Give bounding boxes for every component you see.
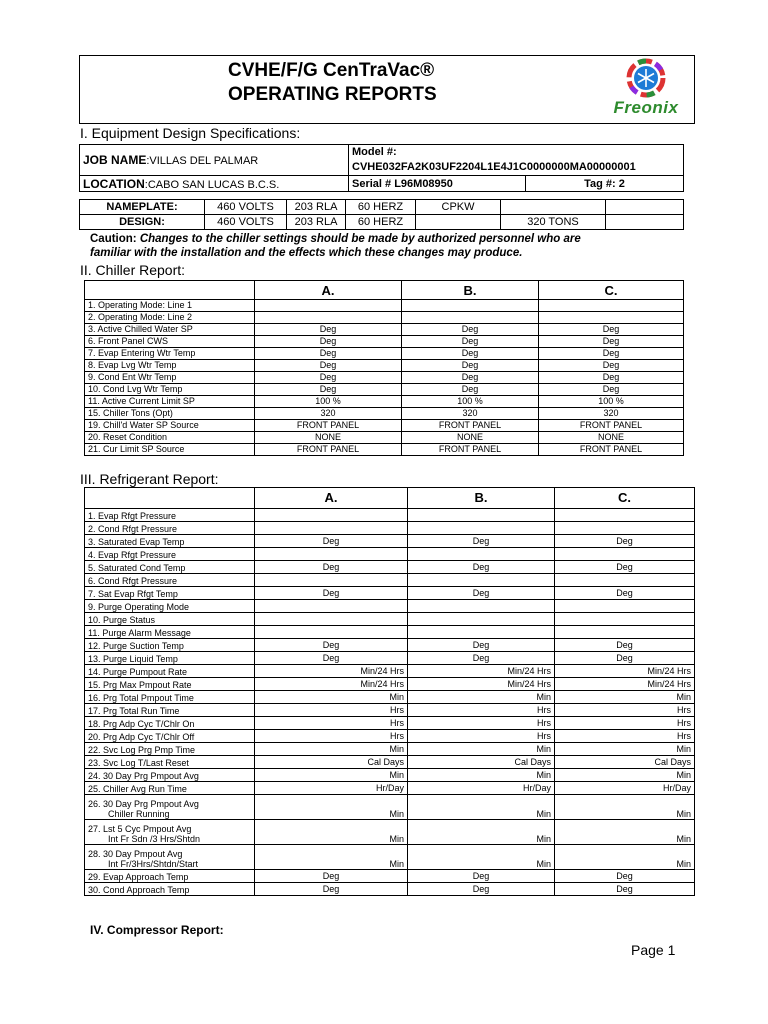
col-b-value[interactable]: 100 % <box>402 396 539 408</box>
job-name-cell: JOB NAME:VILLAS DEL PALMAR <box>80 145 349 176</box>
col-b-value[interactable]: Deg <box>408 883 555 896</box>
col-a-value[interactable]: Hr/Day <box>255 782 408 795</box>
col-a-value[interactable] <box>255 548 408 561</box>
row-label: 3. Saturated Evap Temp <box>85 535 255 548</box>
refrigerant-row <box>85 574 695 587</box>
col-a-value[interactable]: Min/24 Hrs <box>255 678 408 691</box>
col-a-value[interactable]: Cal Days <box>255 756 408 769</box>
chiller-row <box>85 372 684 384</box>
section-chiller-title: II. Chiller Report: <box>80 262 186 278</box>
col-c-value[interactable]: Min <box>555 820 695 845</box>
col-a-value[interactable]: Deg <box>255 324 402 336</box>
col-a-value[interactable]: 320 <box>255 408 402 420</box>
col-b-value[interactable]: Deg <box>402 372 539 384</box>
col-b-value[interactable]: NONE <box>402 432 539 444</box>
col-c-value[interactable] <box>555 522 695 535</box>
section-compressor-title: IV. Compressor Report: <box>90 923 224 937</box>
col-a-value[interactable] <box>255 509 408 522</box>
logo-text: Freonix <box>613 98 679 117</box>
col-b-value[interactable]: Cal Days <box>408 756 555 769</box>
row-label: 13. Purge Liquid Temp <box>85 652 255 665</box>
refrigerant-row <box>85 795 695 820</box>
col-b-value[interactable]: Min/24 Hrs <box>408 678 555 691</box>
col-b-value[interactable] <box>408 613 555 626</box>
refrigerant-row <box>85 652 695 665</box>
col-c-value[interactable]: Deg <box>555 639 695 652</box>
col-c-value[interactable]: 320 <box>539 408 684 420</box>
col-b-value[interactable]: Deg <box>408 652 555 665</box>
col-c-value[interactable] <box>555 613 695 626</box>
col-c-value[interactable]: Hrs <box>555 704 695 717</box>
col-c-value[interactable]: Min <box>555 845 695 870</box>
col-b-value[interactable]: Deg <box>408 561 555 574</box>
col-a-value[interactable]: Deg <box>255 652 408 665</box>
col-a-value[interactable] <box>255 522 408 535</box>
col-c-value[interactable] <box>539 300 684 312</box>
col-c-value[interactable]: Min/24 Hrs <box>555 678 695 691</box>
col-b-value[interactable]: Min <box>408 820 555 845</box>
col-b-value[interactable] <box>408 548 555 561</box>
col-c-value[interactable]: Min <box>555 769 695 782</box>
col-b-value[interactable]: Hrs <box>408 704 555 717</box>
row-label: 25. Chiller Avg Run Time <box>85 782 255 795</box>
tag-cell: Tag #: 2 <box>526 176 684 192</box>
col-b-value[interactable]: Deg <box>402 384 539 396</box>
refrigerant-row <box>85 613 695 626</box>
row-label: 21. Cur Limit SP Source <box>85 444 255 456</box>
col-c-value[interactable]: Hr/Day <box>555 782 695 795</box>
col-a-value[interactable]: Deg <box>255 883 408 896</box>
row-label: 6. Front Panel CWS <box>85 336 255 348</box>
refrigerant-row <box>85 626 695 639</box>
refrigerant-row <box>85 820 695 845</box>
chiller-row <box>85 336 684 348</box>
refrigerant-row <box>85 665 695 678</box>
col-b-value[interactable]: Hrs <box>408 717 555 730</box>
col-a-value[interactable]: Min <box>255 743 408 756</box>
refrigerant-row <box>85 509 695 522</box>
chiller-row <box>85 432 684 444</box>
col-c-value[interactable]: Min <box>555 795 695 820</box>
row-label: 2. Cond Rfgt Pressure <box>85 522 255 535</box>
col-c-value[interactable] <box>555 600 695 613</box>
col-b-value[interactable]: Min/24 Hrs <box>408 665 555 678</box>
chiller-row <box>85 396 684 408</box>
col-b-value[interactable]: Hrs <box>408 730 555 743</box>
nameplate-row: NAMEPLATE: 460 VOLTS 203 RLA 60 HERZ CPKW <box>80 200 684 215</box>
col-c-value[interactable]: Deg <box>555 883 695 896</box>
refrigerant-row <box>85 730 695 743</box>
row-label: 18. Prg Adp Cyc T/Chlr On <box>85 717 255 730</box>
col-c-value[interactable]: Deg <box>539 324 684 336</box>
design-row: DESIGN: 460 VOLTS 203 RLA 60 HERZ 320 TONS <box>80 215 684 230</box>
row-label: 22. Svc Log Prg Pmp Time <box>85 743 255 756</box>
refrigerant-row <box>85 587 695 600</box>
col-c-value[interactable]: Deg <box>539 384 684 396</box>
refrigerant-row <box>85 845 695 870</box>
refrigerant-row <box>85 522 695 535</box>
row-label: 14. Purge Pumpout Rate <box>85 665 255 678</box>
col-a-value[interactable]: Min <box>255 795 408 820</box>
col-b-value[interactable]: Deg <box>408 639 555 652</box>
page-number: Page 1 <box>631 942 676 958</box>
row-label: 7. Sat Evap Rfgt Temp <box>85 587 255 600</box>
col-b-value[interactable]: Min <box>408 845 555 870</box>
section-refrigerant-title: III. Refrigerant Report: <box>80 471 219 487</box>
refrigerant-row <box>85 678 695 691</box>
col-c-value[interactable] <box>555 574 695 587</box>
col-c-value[interactable]: Min <box>555 691 695 704</box>
col-a-value[interactable]: Min <box>255 845 408 870</box>
refrigerant-row <box>85 600 695 613</box>
col-a-value[interactable]: FRONT PANEL <box>255 420 402 432</box>
refrigerant-row <box>85 535 695 548</box>
col-a-value[interactable]: Deg <box>255 336 402 348</box>
chiller-row <box>85 348 684 360</box>
col-c-value[interactable] <box>555 509 695 522</box>
col-a-value[interactable] <box>255 574 408 587</box>
col-a-value[interactable]: Deg <box>255 870 408 883</box>
col-c-value[interactable]: Deg <box>539 372 684 384</box>
location-cell: LOCATION:CABO SAN LUCAS B.C.S. <box>80 176 349 192</box>
col-a-value[interactable]: Hrs <box>255 717 408 730</box>
col-b-value[interactable] <box>408 600 555 613</box>
row-label: 20. Prg Adp Cyc T/Chlr Off <box>85 730 255 743</box>
col-a-value[interactable] <box>255 600 408 613</box>
col-b-value[interactable]: Deg <box>408 870 555 883</box>
snowflake-icon <box>602 58 690 100</box>
col-a-value[interactable]: 100 % <box>255 396 402 408</box>
col-a-value[interactable]: Min <box>255 820 408 845</box>
row-label: 9. Purge Operating Mode <box>85 600 255 613</box>
refrigerant-row <box>85 743 695 756</box>
row-label: 8. Evap Lvg Wtr Temp <box>85 360 255 372</box>
row-label: 10. Purge Status <box>85 613 255 626</box>
refrigerant-header-row: A. B. C. <box>85 488 695 509</box>
row-label: 2. Operating Mode: Line 2 <box>85 312 255 324</box>
row-label: 17. Prg Total Run Time <box>85 704 255 717</box>
freonix-logo <box>602 58 690 122</box>
col-c-value[interactable]: Deg <box>555 535 695 548</box>
col-c-value[interactable] <box>539 312 684 324</box>
row-label: 15. Prg Max Pmpout Rate <box>85 678 255 691</box>
col-c-value[interactable] <box>555 626 695 639</box>
row-label: 20. Reset Condition <box>85 432 255 444</box>
col-c-value[interactable]: Deg <box>539 348 684 360</box>
row-label: 11. Active Current Limit SP <box>85 396 255 408</box>
col-b-value[interactable]: Min <box>408 743 555 756</box>
chiller-row <box>85 300 684 312</box>
refrigerant-row <box>85 691 695 704</box>
col-c-value[interactable]: Deg <box>555 561 695 574</box>
col-a-value[interactable]: Min/24 Hrs <box>255 665 408 678</box>
col-c-value[interactable]: 100 % <box>539 396 684 408</box>
chiller-report-table <box>84 280 684 456</box>
col-b-value[interactable]: 320 <box>402 408 539 420</box>
col-a-value[interactable]: Deg <box>255 535 408 548</box>
col-c-value[interactable]: Min/24 Hrs <box>555 665 695 678</box>
col-b-value[interactable]: Min <box>408 691 555 704</box>
section-equipment-title: I. Equipment Design Specifications: <box>80 125 301 141</box>
col-a-value[interactable]: Deg <box>255 384 402 396</box>
row-label: 23. Svc Log T/Last Reset <box>85 756 255 769</box>
row-label: 5. Saturated Cond Temp <box>85 561 255 574</box>
refrigerant-row <box>85 756 695 769</box>
col-a-value[interactable] <box>255 626 408 639</box>
row-label: 7. Evap Entering Wtr Temp <box>85 348 255 360</box>
col-b-value[interactable] <box>402 312 539 324</box>
row-label: 1. Evap Rfgt Pressure <box>85 509 255 522</box>
col-a-value[interactable]: Deg <box>255 360 402 372</box>
col-c-value[interactable]: Deg <box>539 336 684 348</box>
header-box <box>79 55 695 124</box>
col-a-value[interactable] <box>255 613 408 626</box>
row-label: 10. Cond Lvg Wtr Temp <box>85 384 255 396</box>
col-c-value[interactable]: Hrs <box>555 717 695 730</box>
col-b-value[interactable]: Deg <box>402 348 539 360</box>
col-b-value[interactable]: Deg <box>402 324 539 336</box>
row-label: 19. Chill'd Water SP Source <box>85 420 255 432</box>
row-label: 15. Chiller Tons (Opt) <box>85 408 255 420</box>
col-b-value[interactable] <box>408 522 555 535</box>
col-b-value[interactable]: Deg <box>408 535 555 548</box>
row-label: 11. Purge Alarm Message <box>85 626 255 639</box>
row-label: 29. Evap Approach Temp <box>85 870 255 883</box>
row-label: 9. Cond Ent Wtr Temp <box>85 372 255 384</box>
refrigerant-row <box>85 782 695 795</box>
col-c-value[interactable]: Min <box>555 743 695 756</box>
col-a-value[interactable]: Hrs <box>255 704 408 717</box>
col-c-value[interactable]: Deg <box>539 360 684 372</box>
col-a-value[interactable]: Min <box>255 769 408 782</box>
row-label: 26. 30 Day Prg Pmpout Avg Chiller Running <box>85 795 255 820</box>
refrigerant-row <box>85 870 695 883</box>
row-label: 1. Operating Mode: Line 1 <box>85 300 255 312</box>
refrigerant-row <box>85 561 695 574</box>
row-label: 24. 30 Day Prg Pmpout Avg <box>85 769 255 782</box>
chiller-row <box>85 312 684 324</box>
col-b-value[interactable] <box>408 509 555 522</box>
title-line-1: CVHE/F/G CenTraVac® <box>228 60 435 81</box>
serial-cell: Serial # L96M08950 <box>349 176 526 192</box>
refrigerant-row <box>85 548 695 561</box>
col-a-value[interactable]: Hrs <box>255 730 408 743</box>
refrigerant-row <box>85 704 695 717</box>
col-a-value[interactable]: NONE <box>255 432 402 444</box>
col-a-value[interactable]: Deg <box>255 372 402 384</box>
col-a-value[interactable]: FRONT PANEL <box>255 444 402 456</box>
row-label: 4. Evap Rfgt Pressure <box>85 548 255 561</box>
chiller-header-row: A. B. C. <box>85 281 684 300</box>
col-c-value[interactable] <box>555 548 695 561</box>
col-b-value[interactable] <box>408 574 555 587</box>
refrigerant-row <box>85 717 695 730</box>
row-label: 6. Cond Rfgt Pressure <box>85 574 255 587</box>
col-a-value[interactable] <box>255 312 402 324</box>
chiller-row <box>85 420 684 432</box>
col-b-value[interactable]: FRONT PANEL <box>402 420 539 432</box>
row-label: 3. Active Chilled Water SP <box>85 324 255 336</box>
col-b-value[interactable]: Deg <box>402 336 539 348</box>
job-info-table <box>79 144 684 192</box>
col-b-value[interactable]: Deg <box>402 360 539 372</box>
col-b-value[interactable] <box>408 626 555 639</box>
col-c-value[interactable]: FRONT PANEL <box>539 444 684 456</box>
col-c-value[interactable]: Deg <box>555 870 695 883</box>
row-label: 30. Cond Approach Temp <box>85 883 255 896</box>
col-a-value[interactable]: Deg <box>255 587 408 600</box>
refrigerant-report-table <box>84 487 695 896</box>
model-cell: Model #: CVHE032FA2K03UF2204L1E4J1C0000000MA00000001 <box>349 145 684 176</box>
col-b-value[interactable]: Min <box>408 769 555 782</box>
chiller-row <box>85 408 684 420</box>
refrigerant-row <box>85 769 695 782</box>
col-a-value[interactable] <box>255 300 402 312</box>
col-b-value[interactable]: Deg <box>408 587 555 600</box>
row-label: 27. Lst 5 Cyc Pmpout Avg Int Fr Sdn /3 Hrs/Shtdn <box>85 820 255 845</box>
title-line-2: OPERATING REPORTS <box>228 84 437 105</box>
nameplate-table <box>79 199 684 230</box>
row-label: 12. Purge Suction Temp <box>85 639 255 652</box>
chiller-row <box>85 360 684 372</box>
col-c-value[interactable]: Hrs <box>555 730 695 743</box>
col-a-value[interactable]: Deg <box>255 561 408 574</box>
col-a-value[interactable]: Deg <box>255 348 402 360</box>
col-b-value[interactable]: Hr/Day <box>408 782 555 795</box>
row-label: 16. Prg Total Pmpout Time <box>85 691 255 704</box>
caution-note: Caution: Changes to the chiller settings should be made by authorized personnel who are familiar with the installation and the effects which these changes may produce. <box>90 233 581 259</box>
chiller-row <box>85 324 684 336</box>
col-b-value[interactable] <box>402 300 539 312</box>
row-label: 28. 30 Day Pmpout Avg Int Fr/3Hrs/Shtdn/Start <box>85 845 255 870</box>
col-c-value[interactable]: FRONT PANEL <box>539 420 684 432</box>
col-a-value[interactable]: Deg <box>255 639 408 652</box>
col-c-value[interactable]: Cal Days <box>555 756 695 769</box>
col-b-value[interactable]: FRONT PANEL <box>402 444 539 456</box>
col-a-value[interactable]: Min <box>255 691 408 704</box>
col-b-value[interactable]: Min <box>408 795 555 820</box>
col-c-value[interactable]: NONE <box>539 432 684 444</box>
col-c-value[interactable]: Deg <box>555 652 695 665</box>
refrigerant-row <box>85 639 695 652</box>
chiller-row <box>85 444 684 456</box>
col-c-value[interactable]: Deg <box>555 587 695 600</box>
refrigerant-row <box>85 883 695 896</box>
chiller-row <box>85 384 684 396</box>
